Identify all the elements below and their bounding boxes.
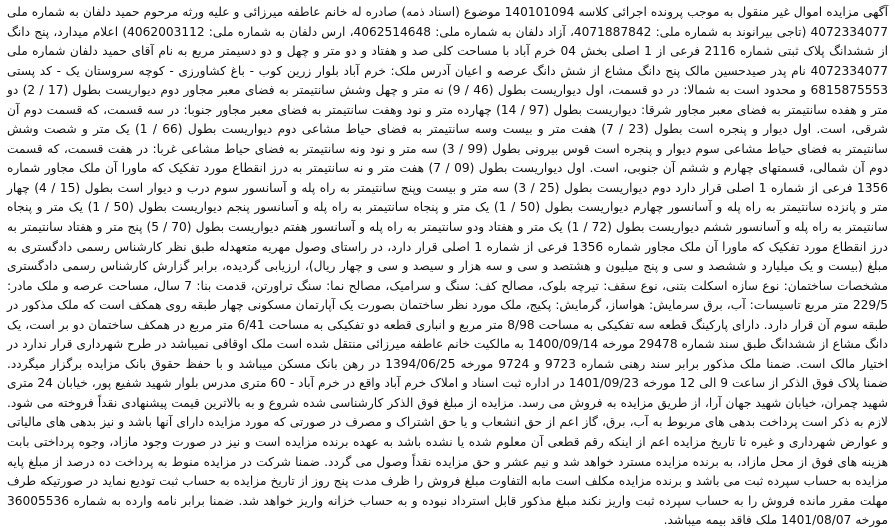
auction-notice-text: آگهی مزایده اموال غیر منقول به موجب پرونده اجرائی کلاسه 140101094 موضوع (اسناد ذمه) صادره له خانم عاطفه میرزائی و علیه ورثه مرحوم حمید دلفان به شماره ملی 4072334077 (تاجی بیرانوند به شماره ملی: 4071887842، آزاد دلفان به شماره ملی: 4062514648، ارس دلفان به شماره ملی: 4062003112) اعلام میدارد، پنج دانگ از ششدانگ پلاک ثبتی شماره 2116 فرعی از 1 اصلی بخش 04 خرم آباد با مساحت کلی صد و هفتاد و دو متر و چهل و دو دسیمتر مربع به نام آقای حمید دلفان شماره ملی 4072334077 نام پدر صیدحسین مالک پنج دانگ مشاع از شش دانگ عرصه و اعیان آدرس ملک: خرم آباد بلوار زرین کوب - باغ کشاورزی - کوچه سروستان یک - کد پستی 6815875553 و محدود است به شمالا: در دو قسمت، اول دیواریست بطول (46 / 9) نه متر و چهل وشش سانتیمتر به فضای معبر مجاور دوم دیواریست بطول (17 / 2) دو متر و هفده سانتیمتر به فضای معبر مجاور شرقا: دیواریست بطول (97 / 14) چهارده متر و نود وهفت سانتیمتر به فضای معبر مجاور جنوبا: در سه قسمت، که قسمت دوم آن شرقی، است. اول دیوار و پنجره است بطول (23 / 7) هفت متر و بیست وسه سانتیمتر به فضای حیاط مشاعی دوم دیواریست بطول (66 / 1) یک متر و شصت وشش سانتیمتر به فضای حیاط مشاعی سوم دیوار و پنجره است قوس بیرونی بطول (99 / 3) سه متر و نود ونه سانتیمتر به فضای حیاط مشاعی غربا: در هفت قسمت، که قسمت دوم آن شمالی، قسمتهای چهارم و ششم آن جنوبی، است. اول دیواریست بطول (09 / 7) هفت متر و نه سانتیمتر به درز انقطاع مورد تفکیک که ماورا آن ملک مجاور شماره 1356 فرعی از شماره 1 اصلی قرار دارد دوم دیواریست بطول (25 / 3) سه متر و بیست وپنج سانتیمتر به راه پله و آسانسور سوم درب و دیوار است بطول (15 / 4) چهار متر و پانزده سانتیمتر به راه پله و آسانسور چهارم دیواریست بطول (50 / 1) یک متر و پنجاه سانتیمتر به راه پله و آسانسور پنجم دیواریست بطول (50 / 1) یک متر و پنجاه سانتیمتر به راه پله و آسانسور ششم دیواریست بطول (72 / 1) یک متر و هفتاد ودو سانتیمتر به راه پله و آسانسور هفتم دیواریست بطول (70 / 5) پنج متر و هفتاد سانتیمتر به درز انقطاع مورد تفکیک که ماورا آن ملک مجاور شماره 1356 فرعی از شماره 1 اصلی قرار دارد، در راستای وصول مهریه متعهدله طبق نظر کارشناس رسمی دادگستری به مبلغ (بیست و یک میلیارد و ششصد و سی و پنج میلیون و هشتصد و سی و سه هزار و سیصد و سی و چهار ریال)، ارزیابی گردیده، برابر گزارش کارشناس رسمی دادگستری مشخصات ساختمان: نوع سازه اسکلت بتنی، نوع سقف: تیرچه بلوک، مصالح کف: سنگ و سرامیک، مصالح نما: سنگ تراورتن، قدمت بنا: 7 سال، مساحت عرصه و ملک مادر: 229/5 متر مربع تاسیسات: آب، برق سرمایش: هواساز، گرمایش: پکیج، ملک مورد نظر ساختمان بصورت یک آپارتمان مسکونی چهار طبقه روی همکف است که ملک مذکور در طبقه سوم آن قرار دارد. دارای پارکینگ قطعه سه تفکیکی به مساحت 8/98 متر مربع و انباری قطعه دو تفکیکی به مساحت 6/41 متر مربع در همکف ساختمان دو بر است، یک دانگ مشاع از ششدانگ طبق سند شماره 29478 مورخه 1400/09/14 به مالکیت خانم عاطفه میرزائی منتقل شده است ملک اوقافی نمیباشد در طرح شهرداری قرار ندارد در اختیار مالک است. ضمنا ملک مذکور برابر سند رهنی شماره 9723 و 9724 مورخه 1394/06/25 در رهن بانک مسکن میباشد و با حفظ حقوق بانک مزایده برگزار میگردد. ضمنا پلاک فوق الذکر از ساعت 9 الی 12 مورخه 1401/09/23 در اداره ثبت اسناد و املاک خرم آباد واقع در خرم آباد - 60 متری مدرس بلوار شهید شفیع پور، خیابان 24 متری شهید چمران، خیابان شهید جهان آرا، از طریق مزایده به فروش می رسد. مزایده از مبلغ فوق الذکر کارشناسی شده شروع و به بالاترین قیمت پیشنهادی نقداً فروخته می شود. لازم به ذکر است پرداخت بدهی های مربوط به آب، برق، گاز اعم از حق انشعاب و یا حق اشتراک و مصرف در صورتی که مورد مزایده دارای آنها باشد و نیز بدهی های مالیاتی و عوارض شهرداری و غیره تا تاریخ مزایده اعم از اینکه رقم قطعی آن معلوم شده یا نشده باشد به عهده برنده مزایده است و نیز در صورت وجود مازاد، وجوه پرداختی بابت هزینه های فوق از محل مازاد، به برنده مزایده مسترد خواهد شد و نیم عشر و حق مزایده نقداً وصول می گردد. ضمنا شرکت در مزایده منوط به پرداخت ده درصد از مبلغ پایه مزایده به حساب سپرده ثبت می باشد و برنده مزایده مکلف است مابه التفاوت مبلغ فروش را ظرف مدت پنج روز از تاریخ مزایده به حساب ثبت تودیع نماید در صورتیکه طرف مهلت مقرر مانده فروش را به حساب سپرده ثبت واریز نکند مبلغ مذکور قابل استرداد نبوده و به حساب خزانه واریز خواهد شد. ضمنا برابر نامه وارده به شماره 36005536 مورخه 1401/08/07 ملک فاقد بیمه میباشد. bbox=[7, 5, 889, 528]
